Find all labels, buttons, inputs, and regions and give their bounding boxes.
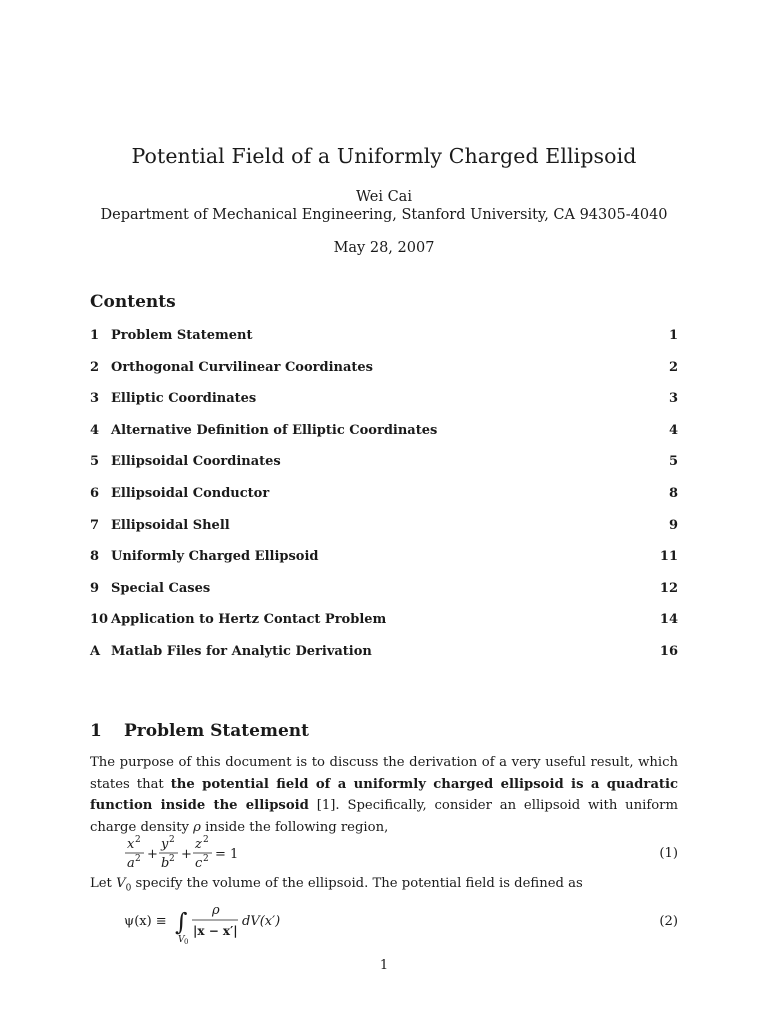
toc-entry-page: 12 xyxy=(659,580,678,596)
toc-entry-title: Alternative Definition of Elliptic Coordinates xyxy=(111,422,438,438)
eq1-sup: 2 xyxy=(203,854,209,864)
text-run: specify the volume of the ellipsoid. The potential field is defined as xyxy=(131,876,583,891)
eq1-y: y xyxy=(161,837,169,852)
toc-entry-number: 2 xyxy=(90,359,100,375)
eq2-numerator: ρ xyxy=(212,903,220,918)
text-run: [1]. Specifically, consider an ellipsoid with uniform charge density xyxy=(90,798,678,835)
section-1-paragraph-1 xyxy=(90,752,678,838)
toc-entry xyxy=(90,549,678,569)
text-run: Let xyxy=(90,876,117,891)
eq2-denominator: |x − x′| xyxy=(193,924,238,938)
eq1-plus: + xyxy=(181,847,192,862)
section-1-paragraph-2 xyxy=(90,873,678,900)
text-run: inside the following region, xyxy=(200,819,389,835)
section-1-title: Problem Statement xyxy=(124,721,309,741)
toc-entry-page: 9 xyxy=(668,517,678,533)
toc-entry-number: 6 xyxy=(90,486,100,501)
eq1-x: x xyxy=(127,837,135,852)
toc-entry-number: A xyxy=(90,644,101,659)
author-name: Wei Cai xyxy=(356,189,412,205)
toc-entry xyxy=(90,360,678,380)
toc-entry-page: 4 xyxy=(668,422,678,438)
toc-entry-page: 16 xyxy=(659,644,678,659)
author-affiliation: Department of Mechanical Engineering, Stanford University, CA 94305-4040 xyxy=(100,207,668,223)
toc-entry xyxy=(90,391,678,411)
eq1-a: a xyxy=(127,856,135,871)
eq1-sup: 2 xyxy=(169,854,175,864)
eq1-sup: 2 xyxy=(135,854,141,864)
toc-entry-number: 3 xyxy=(90,391,100,407)
eq1-sup: 2 xyxy=(135,835,141,845)
contents-heading: Contents xyxy=(90,292,176,312)
toc-entry-number: 4 xyxy=(90,422,100,438)
eq1-plus: + xyxy=(147,847,158,862)
toc-entry xyxy=(90,328,678,348)
eq1-equals: = 1 xyxy=(215,847,239,862)
equation-1-number: (1) xyxy=(659,846,678,861)
eq2-lhs: ψ(x) ≡ xyxy=(124,914,167,929)
toc-entry xyxy=(90,486,678,506)
toc-entry-title: Ellipsoidal Conductor xyxy=(111,486,270,501)
toc-entry-page: 8 xyxy=(668,486,678,501)
toc-entry-number: 9 xyxy=(90,580,100,596)
eq2-tail: dV(x′) xyxy=(242,914,281,929)
equation-1 xyxy=(90,832,678,872)
eq1-c: c xyxy=(195,856,203,871)
eq2-integral: ∫ xyxy=(175,908,188,936)
v-subscript: 0 xyxy=(125,883,132,894)
text-run: The purpose of this document is to discuss the derivation of a very useful result, which states that xyxy=(90,755,678,792)
toc-entry-number: 8 xyxy=(90,549,100,565)
toc-entry-title: Matlab Files for Analytic Derivation xyxy=(111,644,372,659)
v-symbol: V xyxy=(116,876,126,891)
toc-entry-page: 5 xyxy=(668,454,678,470)
eq1-b: b xyxy=(161,856,170,871)
toc-entry xyxy=(90,644,678,664)
toc-entry-number: 7 xyxy=(90,517,100,533)
page-number: 1 xyxy=(379,958,389,973)
eq1-sup: 2 xyxy=(203,835,209,845)
toc-entry xyxy=(90,518,678,538)
toc-entry-title: Orthogonal Curvilinear Coordinates xyxy=(111,359,373,375)
toc-entry-title: Special Cases xyxy=(111,580,211,596)
toc-entry-number: 10 xyxy=(90,612,109,628)
toc-entry xyxy=(90,612,678,632)
toc-entry xyxy=(90,454,678,474)
bold-statement: the potential field of a uniformly charged ellipsoid is a quadratic function inside the ellipsoid xyxy=(90,776,678,813)
equation-2-number: (2) xyxy=(659,914,678,929)
equation-2-formula xyxy=(90,900,310,946)
equation-1-formula xyxy=(90,832,290,872)
toc-entry-title: Ellipsoidal Shell xyxy=(111,517,230,533)
toc-entry-number: 1 xyxy=(90,328,100,343)
toc-entry-title: Elliptic Coordinates xyxy=(111,391,257,407)
section-1-number: 1 xyxy=(90,721,102,741)
eq1-z: z xyxy=(195,837,202,852)
toc-entry-title: Application to Hertz Contact Problem xyxy=(111,612,387,628)
toc-entry-number: 5 xyxy=(90,454,100,470)
paper-title: Potential Field of a Uniformly Charged Ellipsoid xyxy=(131,144,637,168)
rho-symbol: ρ xyxy=(193,819,201,835)
publication-date: May 28, 2007 xyxy=(333,240,435,256)
toc-entry-title: Problem Statement xyxy=(111,328,253,343)
toc-entry-title: Uniformly Charged Ellipsoid xyxy=(111,549,319,565)
eq2-sub0: 0 xyxy=(184,938,189,946)
toc-entry-title: Ellipsoidal Coordinates xyxy=(111,454,281,470)
section-1-heading xyxy=(90,721,309,741)
equation-2 xyxy=(90,900,678,946)
toc-entry xyxy=(90,581,678,601)
eq2-sub: V xyxy=(178,935,185,945)
eq1-sup: 2 xyxy=(169,835,175,845)
toc-entry-page: 14 xyxy=(659,612,678,628)
toc-entry xyxy=(90,423,678,443)
toc-entry-page: 2 xyxy=(668,359,678,375)
toc-entry-page: 11 xyxy=(659,549,678,565)
toc-entry-page: 3 xyxy=(668,391,678,407)
toc-entry-page: 1 xyxy=(668,328,678,343)
